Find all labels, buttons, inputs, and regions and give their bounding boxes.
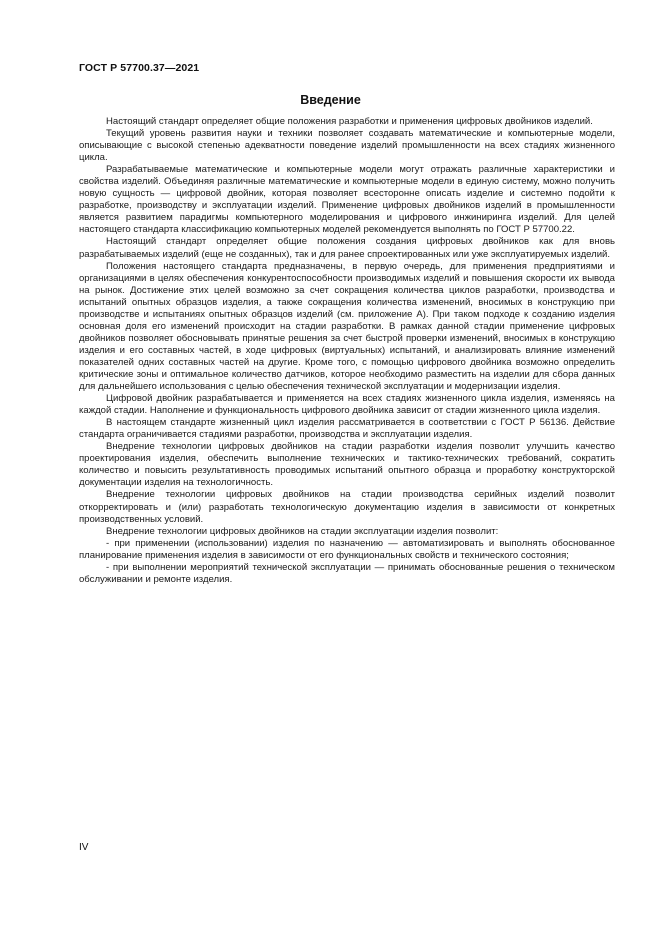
- paragraph: Внедрение технологии цифровых двойников на стадии разработки изделия позволит улучшить качество проектирования изделия, обеспечить выполнение технических и тактико-технических требований, сократить количество и повысить результативность проводимых испытаний опытного образца и проработку конструкторской документации изделия на технологичность.: [79, 441, 615, 489]
- paragraph: Настоящий стандарт определяет общие положения создания цифровых двойников как для вновь разрабатываемых изделий (еще не созданных), так и для ранее спроектированных или уже эксплуатируемых изделий.: [79, 236, 615, 260]
- paragraph: Текущий уровень развития науки и техники позволяет создавать математические и компьютерные модели, описывающие с высокой степенью адекватности поведение изделий промышленности на всех стадиях жизненного цикла.: [79, 128, 615, 164]
- paragraph: В настоящем стандарте жизненный цикл изделия рассматривается в соответствии с ГОСТ Р 56136. Действие стандарта ограничивается стадиями разработки, производства и эксплуатации изделия.: [79, 417, 615, 441]
- list-item: - при применении (использовании) изделия по назначению — автоматизировать и выполнять обоснованное планирование применения изделия в зависимости от его функциональных свойств и технического состояния;: [79, 537, 615, 561]
- list-item: - при выполнении мероприятий технической эксплуатации — принимать обоснованные решения о техническом обслуживании и ремонте изделия.: [79, 561, 615, 585]
- section-title: Введение: [300, 93, 361, 107]
- standard-code-header: ГОСТ Р 57700.37—2021: [79, 62, 200, 74]
- paragraph: Разрабатываемые математические и компьютерные модели могут отражать различные характеристики и свойства изделий. Объединяя различные математические и компьютерные модели в единую систему, можно получить новую сущность — цифровой двойник, которая позволяет всесторонне описать изделие и системно подойти к разработке, производству и эксплуатации изделий. Применение цифровых двойников изделий в промышленности является развитием парадигмы компьютерного моделирования и цифрового инжиниринга изделий. Для целей настоящего стандарта классификацию компьютерных моделей рекомендуется выполнять по ГОСТ Р 57700.22.: [79, 164, 615, 236]
- paragraph: Внедрение технологии цифровых двойников на стадии эксплуатации изделия позволит:: [106, 525, 499, 537]
- paragraph: Внедрение технологии цифровых двойников на стадии производства серийных изделий позволит откорректировать и (или) разработать технологическую документацию изделия в зависимости от конкретных производственных условий.: [79, 489, 615, 525]
- introduction-body: [79, 116, 615, 586]
- paragraph: Цифровой двойник разрабатывается и применяется на всех стадиях жизненного цикла изделия, изменяясь на каждой стадии. Наполнение и функциональность цифрового двойника зависит от стадии жизненного цикла изделия.: [79, 393, 615, 417]
- page-number: IV: [79, 842, 89, 853]
- paragraph: Настоящий стандарт определяет общие положения разработки и применения цифровых двойников изделий.: [106, 116, 593, 127]
- paragraph: Положения настоящего стандарта предназначены, в первую очередь, для применения предприятиями и организациями в целях обеспечения конкурентоспособности производимых изделий и повышения скорости их вывода на рынок. Достижение этих целей возможно за счет сокращения количества циклов разработки, производства и испытаний опытных образцов изделия, а также сокращения количества изменений, вносимых в конструкцию при производстве и испытаниях опытных образцов изделий (см. приложение А). При таком подходе к созданию изделия основная доля его изменений происходит на стадии разработки. В рамках данной стадии применение цифровых двойников позволяет обосновывать принятые решения за счет быстрой проверки изменений, вносимых в конструкцию изделия и его составных частей, в ходе цифровых (виртуальных) испытаний, и анализировать влияние изменений показателей одних составных частей на другие. Кроме того, с помощью цифрового двойника возможно определить критические зоны и оптимальное количество датчиков, которое необходимо разместить на изделии для сбора данных для дальнейшего использования с целью обеспечения технической эксплуатации и модернизации изделия.: [79, 260, 615, 393]
